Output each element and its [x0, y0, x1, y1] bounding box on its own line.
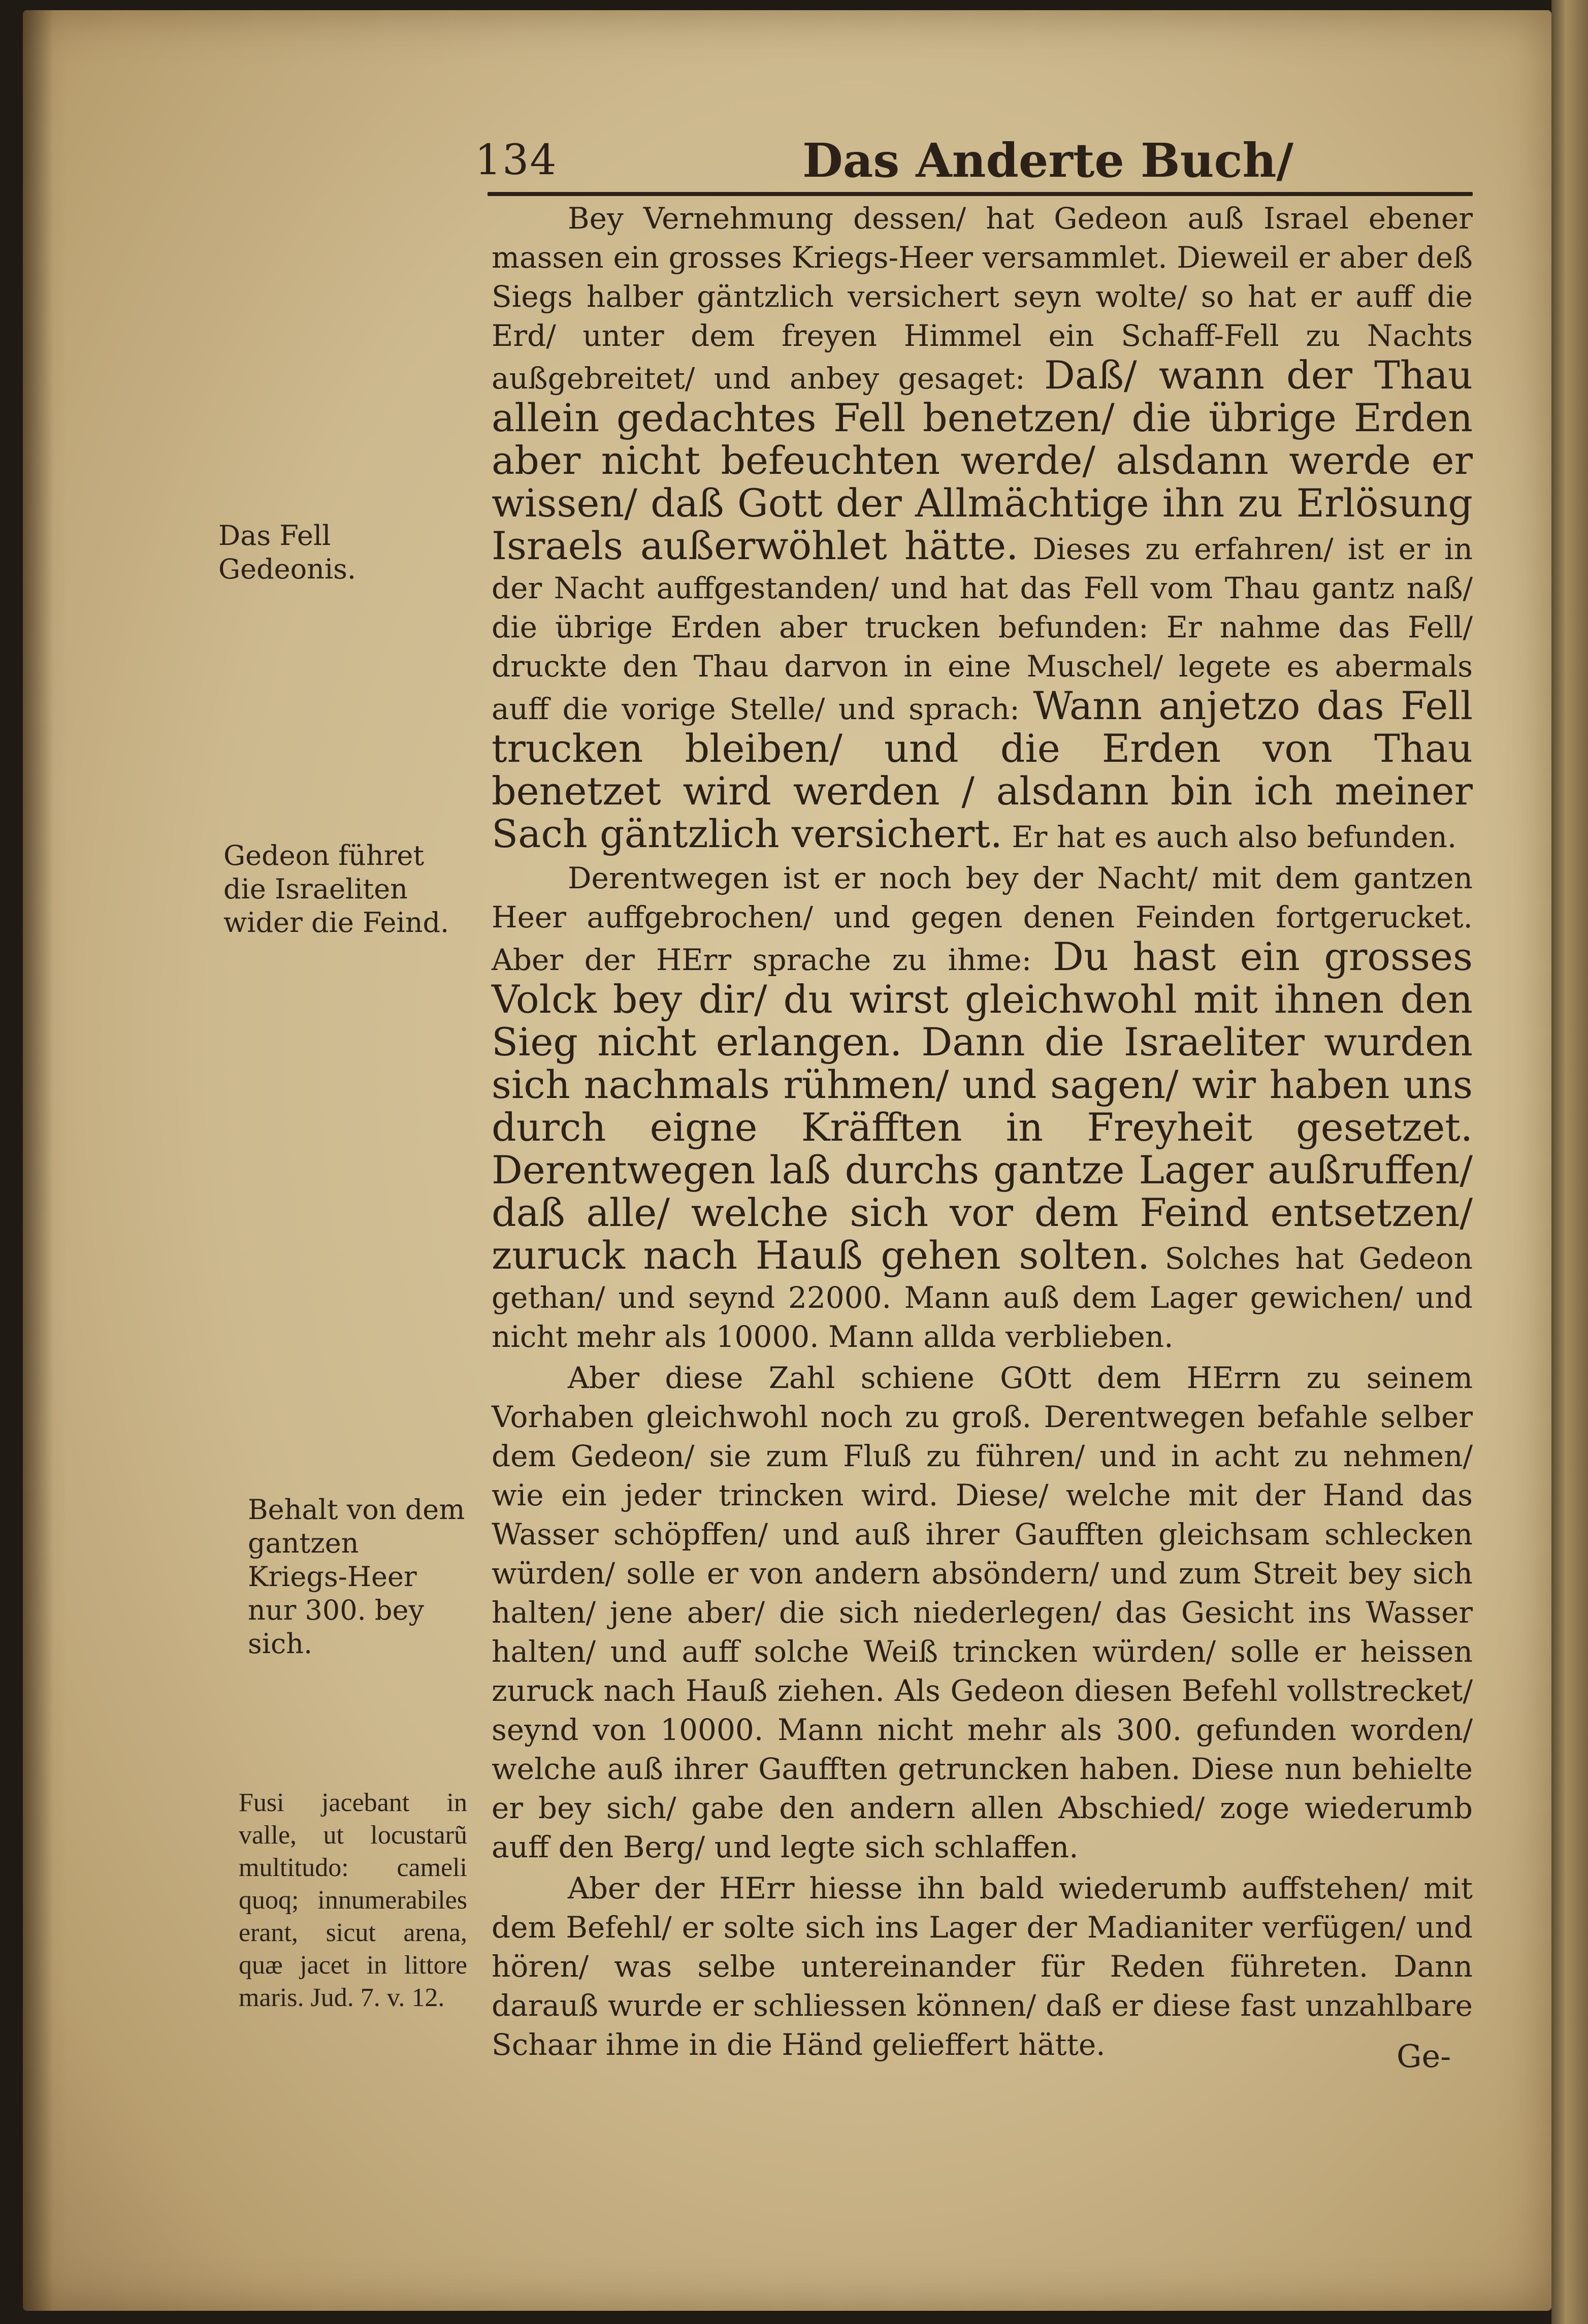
paragraph-emphasis: Wann anjetzo das Fell trucken bleiben/ und die Erden von Thau benetzet wird werden / alsdann bin ich meiner Sach gäntzlich versichert.	[492, 683, 1473, 856]
paragraph-emphasis: Daß/ wann der Thau allein gedachtes Fell benetzen/ die übrige Erden aber nicht befeuchten werde/ alsdann werde er wissen/ daß Gott der Allmächtige ihn zu Erlösung Israels außerwöhlet hätte.	[492, 352, 1473, 568]
paragraph-fleece	[492, 199, 1473, 857]
paragraph-text: Er hat es auch also befunden.	[1012, 820, 1457, 854]
paragraph-text: Aber der HErr hiesse ihn bald wiederumb auffstehen/ mit dem Befehl/ er solte sich ins Lager der Madianiter verfügen/ und hören/ was selbe untereinander für Reden führeten. Dann darauß wurde er schliessen können/ daß er diese fast unzahlbare Schaar ihme in die Händ gelieffert hätte.	[492, 1871, 1473, 2062]
page-gutter-shadow	[23, 10, 53, 2311]
paragraph-text: Dieses zu erfahren/ ist er in der Nacht auffgestanden/ und hat das Fell vom Thau gantz naß/ die übrige Erden aber trucken befunden: Er nahme das Fell/ druckte den Thau darvon in eine Muschel/ legete es abermals auff die vorige Stelle/ und sprach:	[492, 532, 1473, 726]
header-rule	[488, 192, 1473, 196]
marginal-note-behalt: Behalt von dem gantzen Kriegs-Heer nur 300. bey sich.	[248, 1494, 465, 1660]
catchword: Ge-	[1397, 2038, 1451, 2075]
paragraph-text: Aber diese Zahl schiene GOtt dem HErrn zu seinem Vorhaben gleichwohl noch zu groß. Derentwegen befahle selber dem Gedeon/ sie zum Fluß zu führen/ und in acht zu nehmen/ wie ein jeder trincken wird. Diese/ welche mit der Hand das Wasser schöpffen/ und auß ihrer Gaufften gleichsam schlecken würden/ solle er von andern absöndern/ und zum Streit bey sich halten/ jene aber/ die sich niederlegen/ das Gesicht ins Wasser halten/ und auff solche Weiß trincken würden/ solle er heissen zuruck nach Hauß ziehen. Als Gedeon diesen Befehl vollstrecket/ seynd von 10000. Mann nicht mehr als 300. gefunden worden/ welche auß ihrer Gaufften getruncken haben. Diese nun behielte er bey sich/ gabe den andern allen Abschied/ zoge wiederumb auff den Berg/ und legte sich schlaffen.	[492, 1361, 1473, 1864]
paragraph-text: Derentwegen ist er noch bey der Nacht/ mit dem gantzen Heer auffgebrochen/ und gegen denen Feinden fortgerucket. Aber der HErr sprache zu ihme:	[492, 861, 1473, 977]
paragraph-camp	[492, 1869, 1473, 2064]
paragraph-text: Solches hat Gedeon gethan/ und seynd 22000. Mann auß dem Lager gewichen/ und nicht mehr als 10000. Mann allda verblieben.	[492, 1241, 1473, 1354]
adjacent-page-edge	[1551, 0, 1588, 2324]
page-number: 134	[475, 136, 558, 184]
paragraph-march	[492, 859, 1473, 1357]
main-text-block	[492, 199, 1473, 2064]
marginal-note-feind: Gedeon führet die Israeliten wider die Feind.	[223, 840, 449, 939]
paragraph-water-test	[492, 1359, 1473, 1867]
marginal-note-latin: Fusi jacebant in valle, ut locustarũ multitudo: cameli quoq; innumerabiles erant, sicut arena, quæ jacet in littore maris. Jud. 7. v. 12.	[239, 1788, 467, 2012]
paragraph-emphasis: Du hast ein grosses Volck bey dir/ du wirst gleichwohl mit ihnen den Sieg nicht erlangen. Dann die Israeliter wurden sich nachmals rühmen/ und sagen/ wir haben uns durch eigne Kräfften in Freyheit gesetzet. Derentwegen laß durchs gantze Lager außruffen/ daß alle/ welche sich vor dem Feind entsetzen/ zuruck nach Hauß gehen solten.	[492, 934, 1473, 1278]
paragraph-text: Bey Vernehmung dessen/ hat Gedeon auß Israel ebener massen ein grosses Kriegs-Heer versammlet. Dieweil er aber deß Siegs halber gäntzlich versichert seyn wolte/ so hat er auff die Erd/ unter dem freyen Himmel ein Schaff-Fell zu Nachts außgebreitet/ und anbey gesaget:	[492, 201, 1473, 396]
marginal-note-fell: Das Fell Gedeonis.	[218, 520, 357, 585]
running-head: Das Anderte Buch/	[802, 133, 1294, 188]
